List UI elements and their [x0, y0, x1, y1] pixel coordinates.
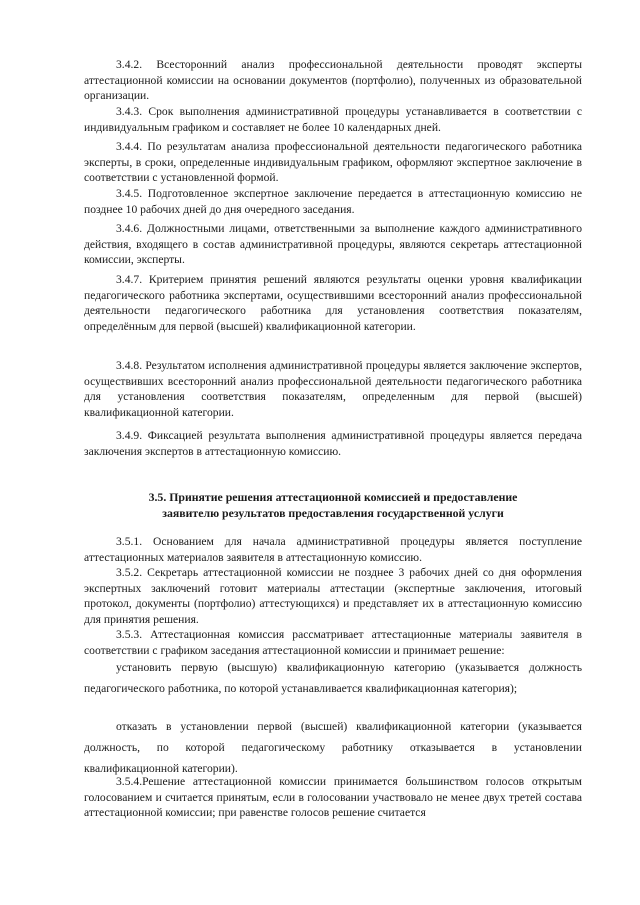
- paragraph-3-4-6: 3.4.6. Должностными лицами, ответственными за выполнение каждого административного действия, входящего в состав административной процедуры, являются секретарь аттестационной комиссии, эксперты.: [84, 222, 582, 266]
- paragraph-option-establish: установить первую (высшую) квалификационную категорию (указывается должность педагогического работника, по которой устанавливается квалификационная категория);: [84, 661, 582, 695]
- heading-line-2: заявителю результатов предоставления государственной услуги: [162, 506, 504, 520]
- paragraph-3-5-4: 3.5.4.Решение аттестационной комиссии принимается большинством голосов открытым голосованием и считается принятым, если в голосовании участвовало не менее двух третей состава аттестационной комиссии; при равенстве голосов решение считается: [84, 775, 582, 819]
- section-heading-3-5: [84, 489, 582, 521]
- heading-line-1: 3.5. Принятие решения аттестационной комиссией и предоставление: [148, 490, 518, 504]
- paragraph-option-refuse: отказать в установлении первой (высшей) квалификационной категории (указывается должность, по которой педагогическому работнику отказывается в установлении квалификационной категории).: [84, 720, 582, 775]
- paragraph-3-4-4: 3.4.4. По результатам анализа профессиональной деятельности педагогического работника эксперты, в сроки, определенные индивидуальным графиком, оформляют экспертное заключение в соответствии с установленной формой.: [84, 140, 582, 184]
- paragraph-3-4-7: 3.4.7. Критерием принятия решений являются результаты оценки уровня квалификации педагогического работника экспертами, осуществившими всесторонний анализ профессиональной деятельности педагогического работника для установления соответствия показателям, определённым для первой (высшей) квалификационной категории.: [84, 273, 582, 333]
- paragraph-3-5-3: 3.5.3. Аттестационная комиссия рассматривает аттестационные материалы заявителя в соответствии с графиком заседания аттестационной комиссии и принимает решение:: [84, 628, 582, 657]
- paragraph-3-4-5: 3.4.5. Подготовленное экспертное заключение передается в аттестационную комиссию не позднее 10 рабочих дней до дня очередного заседания.: [84, 187, 582, 216]
- paragraph-3-5-1: 3.5.1. Основанием для начала административной процедуры является поступление аттестационных материалов заявителя в аттестационную комиссию.: [84, 535, 582, 564]
- paragraph-3-4-3: 3.4.3. Срок выполнения административной процедуры устанавливается в соответствии с индивидуальным графиком и составляет не более 10 календарных дней.: [84, 105, 582, 134]
- paragraph-3-4-9: 3.4.9. Фиксацией результата выполнения административной процедуры является передача заключения экспертов в аттестационную комиссию.: [84, 429, 582, 458]
- paragraph-3-4-8: 3.4.8. Результатом исполнения административной процедуры является заключение экспертов, осуществивших всесторонний анализ профессиональной деятельности педагогического работника для установления соответствия показателям, определенным для первой (высшей) квалификационной категории.: [84, 359, 582, 419]
- paragraph-3-4-2: 3.4.2. Всесторонний анализ профессиональной деятельности проводят эксперты аттестационной комиссии на основании документов (портфолио), полученных из образовательной организации.: [84, 58, 582, 102]
- paragraph-3-5-2: 3.5.2. Секретарь аттестационной комиссии не позднее 3 рабочих дней со дня оформления экспертных заключений готовит материалы аттестации (экспертные заключения, итоговый протокол, документы (портфолио) аттестующихся) и представляет их в аттестационную комиссию для принятия решения.: [84, 566, 582, 626]
